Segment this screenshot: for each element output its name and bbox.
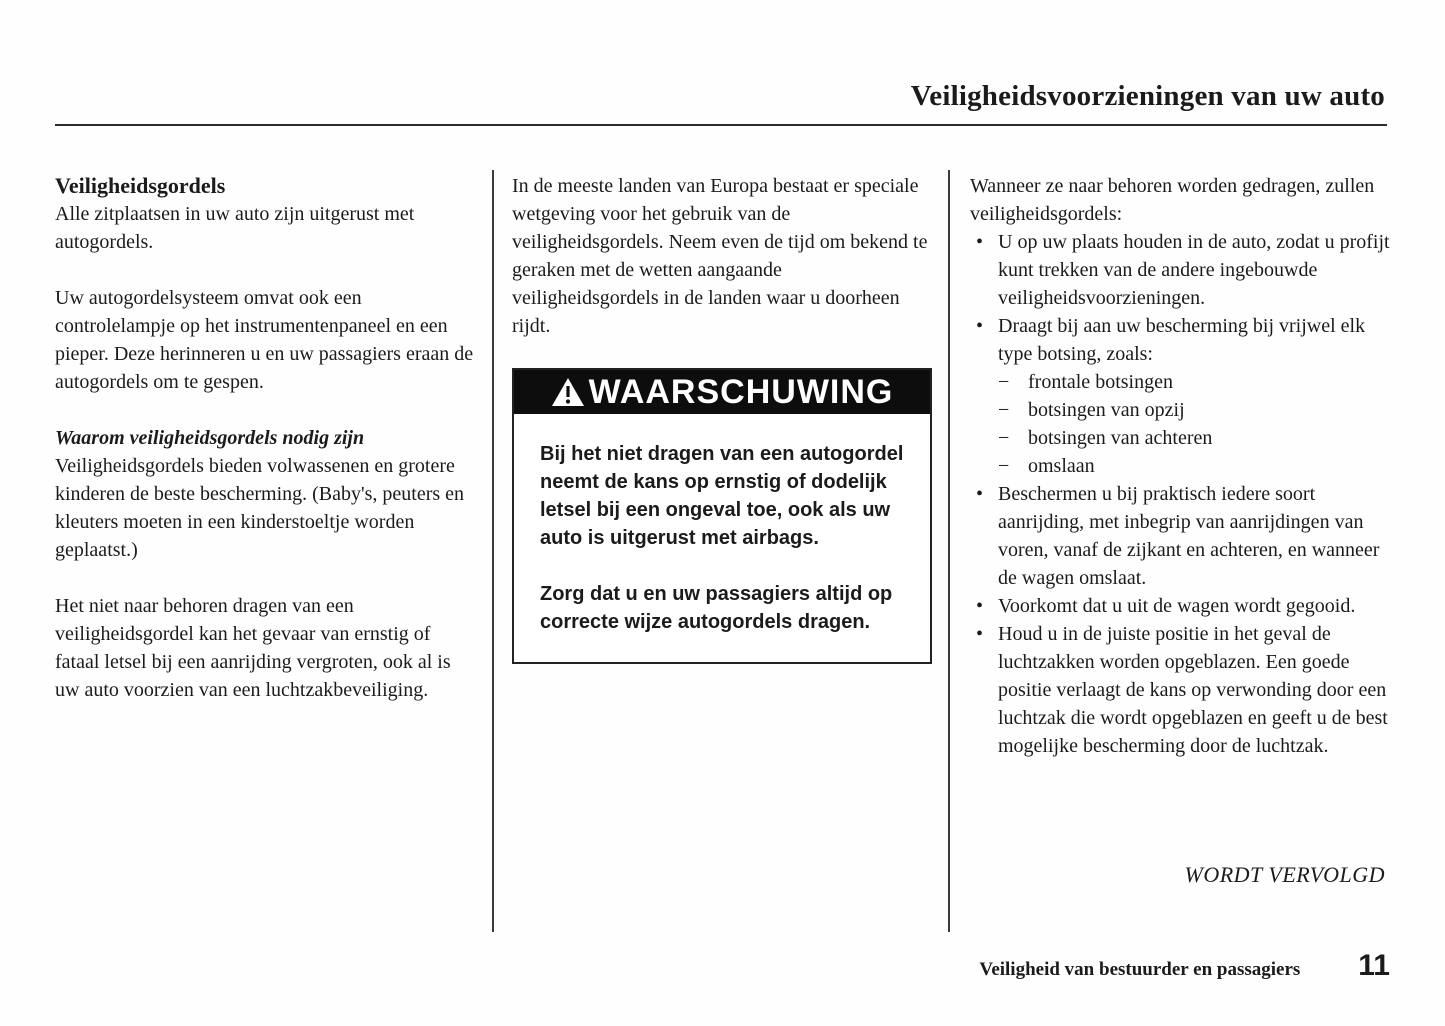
warning-paragraph: Bij het niet dragen van een autogordel neemt de kans op ernstig of dodelijk letsel bij een ongeval toe, ook als uw auto is uitgerust met airbags. xyxy=(540,443,904,549)
dash-marker: − xyxy=(998,399,1010,421)
continued-note: WORDT VERVOLGD xyxy=(1184,862,1385,887)
bullet-marker: • xyxy=(976,595,984,617)
warning-title: WAARSCHUWING xyxy=(588,373,894,411)
dash-marker: − xyxy=(998,455,1010,477)
list-item: • Beschermen u bij praktisch iedere soort aanrijding, met inbegrip van aanrijdingen van voren, vanaf de zijkant en achteren, en wanneer de wagen omslaat. xyxy=(970,480,1390,592)
sub-list-item: − botsingen van opzij xyxy=(970,396,1390,424)
dash-marker: − xyxy=(998,427,1010,449)
header-rule xyxy=(55,124,1387,126)
warning-paragraph: Zorg dat u en uw passagiers altijd op correcte wijze autogordels dragen. xyxy=(540,583,893,633)
list-item: • Draagt bij aan uw bescherming bij vrijwel elk type botsing, zoals: xyxy=(970,312,1390,368)
warning-triangle-icon xyxy=(551,376,589,408)
section-heading-veiligheidsgordels: Veiligheidsgordels xyxy=(55,173,226,198)
bullet-marker: • xyxy=(976,483,984,505)
page-footer xyxy=(979,949,1390,983)
bullet-marker: • xyxy=(976,623,984,645)
paragraph: Uw autogordelsysteem omvat ook een controlelampje op het instrumentenpaneel en een pieper. Deze herinneren u en uw passagiers eraan de autogordels om te gespen. xyxy=(55,287,474,393)
list-item: • U op uw plaats houden in de auto, zodat u profijt kunt trekken van de andere ingebouwde veiligheidsvoorzieningen. xyxy=(970,228,1390,312)
warning-header-bar xyxy=(514,370,930,414)
bullet-marker: • xyxy=(976,315,984,337)
list-item: • Voorkomt dat u uit de wagen wordt gegooid. xyxy=(970,592,1390,620)
list-item: • Houd u in de juiste positie in het geval de luchtzakken worden opgeblazen. Een goede positie verlaagt de kans op verwonding door een luchtzak die wordt opgeblazen en geeft u de best mogelijke bescherming door de luchtzak. xyxy=(970,620,1390,760)
paragraph: Het niet naar behoren dragen van een veiligheidsgordel kan het gevaar van ernstig of fataal letsel bij een aanrijding vergroten, ook al is uw auto voorzien van een luchtzakbeveiliging. xyxy=(55,595,451,701)
paragraph: In de meeste landen van Europa bestaat er speciale wetgeving voor het gebruik van de veiligheidsgordels. Neem even de tijd om bekend te geraken met de wetten aangaande veiligheidsgordels in de landen waar u doorheen rijdt. xyxy=(512,175,928,337)
page-title: Veiligheidsvoorzieningen van uw auto xyxy=(910,80,1385,112)
column-divider-left xyxy=(492,170,494,932)
column-divider-right xyxy=(948,170,950,932)
list-intro: Wanneer ze naar behoren worden gedragen, zullen veiligheidsgordels: xyxy=(970,175,1375,225)
warning-box xyxy=(512,368,932,664)
dash-marker: − xyxy=(998,371,1010,393)
sub-list-item: − botsingen van achteren xyxy=(970,424,1390,452)
column-middle xyxy=(512,172,932,664)
paragraph: Veiligheidsgordels bieden volwassenen en grotere kinderen de beste bescherming. (Baby's, peuters en kleuters moeten in een kinderstoeltje worden geplaatst.) xyxy=(55,455,465,561)
footer-page-number: 11 xyxy=(1358,949,1390,982)
warning-body xyxy=(514,414,930,662)
sub-list-item: − omslaan xyxy=(970,452,1390,480)
paragraph: Alle zitplaatsen in uw auto zijn uitgerust met autogordels. xyxy=(55,203,415,253)
column-left xyxy=(55,172,475,732)
sub-list-item: − frontale botsingen xyxy=(970,368,1390,396)
column-right xyxy=(970,172,1390,760)
subsection-heading-waarom: Waarom veiligheidsgordels nodig zijn xyxy=(55,427,365,449)
footer-section-title: Veiligheid van bestuurder en passagiers xyxy=(979,959,1301,980)
bullet-marker: • xyxy=(976,231,984,253)
